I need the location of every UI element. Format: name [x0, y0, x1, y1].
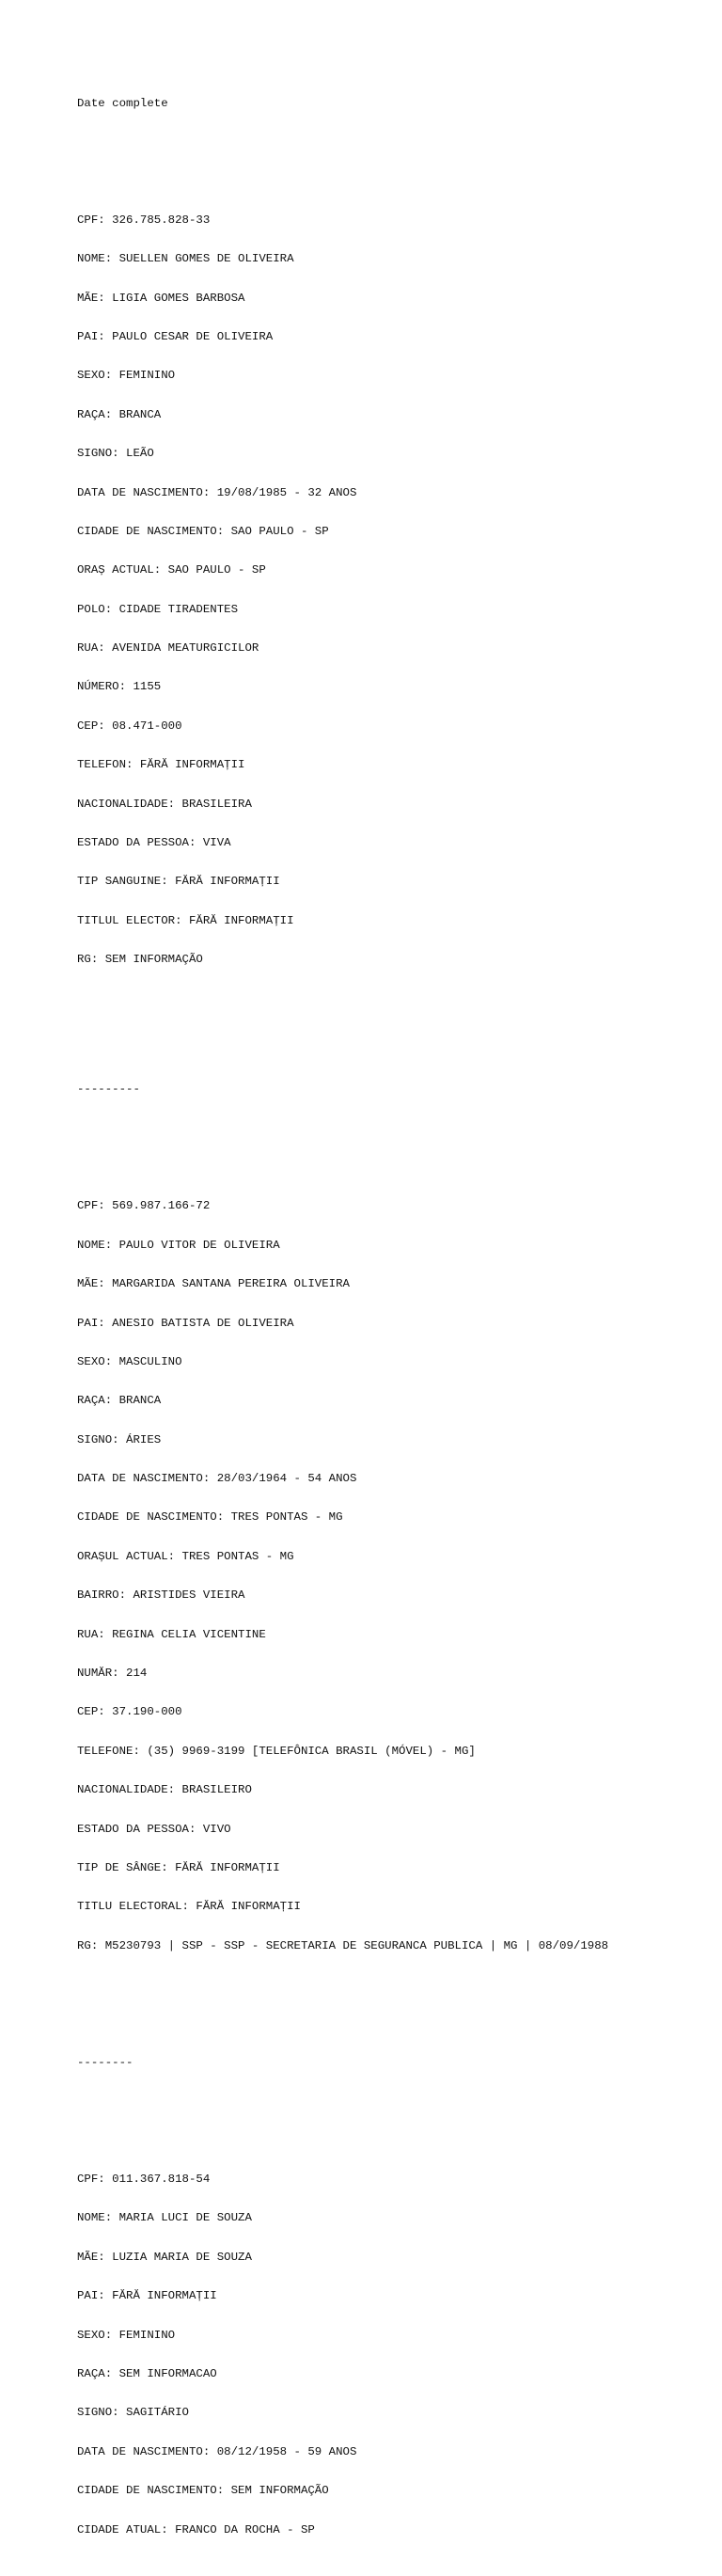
document-page	[77, 71, 698, 2576]
record-2-telefone: TELEFONE: (35) 9969-3199 [TELEFÔNICA BRASIL (MÓVEL) - MG]	[77, 1744, 476, 1758]
record-3-pai: PAI: FĂRĂ INFORMAȚII	[77, 2289, 217, 2303]
record-2-nacionalidade: NACIONALIDADE: BRASILEIRO	[77, 1783, 252, 1797]
record-2-cpf: CPF: 569.987.166-72	[77, 1199, 211, 1213]
record-3-nome: NOME: MARIA LUCI DE SOUZA	[77, 2211, 252, 2225]
record-1-signo: SIGNO: LEÃO	[77, 447, 154, 461]
record-2-nome: NOME: PAULO VITOR DE OLIVEIRA	[77, 1238, 280, 1252]
record-3-sexo: SEXO: FEMININO	[77, 2328, 176, 2342]
record-2-numar: NUMĂR: 214	[77, 1667, 148, 1681]
record-3-raca: RAÇA: SEM INFORMACAO	[77, 2367, 217, 2381]
record-1-telefon: TELEFON: FĂRĂ INFORMAȚII	[77, 758, 245, 772]
spacer	[77, 1123, 698, 1136]
spacer	[77, 1032, 698, 1058]
record-2-cep: CEP: 37.190-000	[77, 1705, 182, 1719]
record-3-data-nascimento: DATA DE NASCIMENTO: 08/12/1958 - 59 ANOS	[77, 2444, 357, 2458]
record-2-bairro: BAIRRO: ARISTIDES VIEIRA	[77, 1588, 245, 1603]
record-2-rg: RG: M5230793 | SSP - SSP - SECRETARIA DE SEGURANCA PUBLICA | MG | 08/09/1988	[77, 1938, 609, 1952]
record-1-rg: RG: SEM INFORMAÇÃO	[77, 953, 203, 967]
record-1-cidade-nascimento: CIDADE DE NASCIMENTO: SAO PAULO - SP	[77, 524, 329, 538]
record-1-oras-actual: ORAȘ ACTUAL: SAO PAULO - SP	[77, 563, 266, 577]
record-1-sexo: SEXO: FEMININO	[77, 369, 176, 383]
spacer	[77, 2018, 698, 2031]
record-1-titlul-elector: TITLUL ELECTOR: FĂRĂ INFORMAȚII	[77, 913, 294, 927]
separator-1: ---------	[77, 1083, 140, 1097]
record-1-cpf: CPF: 326.785.828-33	[77, 213, 211, 227]
record-3-signo: SIGNO: SAGITÁRIO	[77, 2406, 189, 2420]
record-1	[77, 188, 698, 992]
record-1-pai: PAI: PAULO CESAR DE OLIVEIRA	[77, 329, 274, 343]
separator-2: --------	[77, 2055, 133, 2069]
record-1-rua: RUA: AVENIDA MEATURGICILOR	[77, 641, 259, 656]
record-2-orasul-actual: ORAȘUL ACTUAL: TRES PONTAS - MG	[77, 1549, 294, 1563]
record-2-raca: RAÇA: BRANCA	[77, 1394, 162, 1408]
record-2-data-nascimento: DATA DE NASCIMENTO: 28/03/1964 - 54 ANOS	[77, 1472, 357, 1486]
record-2	[77, 1175, 698, 1979]
record-2-rua: RUA: REGINA CELIA VICENTINE	[77, 1627, 266, 1641]
record-1-estado-pessoa: ESTADO DA PESSOA: VIVA	[77, 836, 231, 850]
record-2-tip-de-sange: TIP DE SÂNGE: FĂRĂ INFORMAȚII	[77, 1860, 280, 1874]
record-1-polo: POLO: CIDADE TIRADENTES	[77, 602, 239, 616]
record-2-estado-pessoa: ESTADO DA PESSOA: VIVO	[77, 1822, 231, 1836]
document-heading: Date complete	[77, 96, 168, 110]
record-3-cidade-atual: CIDADE ATUAL: FRANCO DA ROCHA - SP	[77, 2522, 315, 2536]
record-1-cep: CEP: 08.471-000	[77, 719, 182, 733]
record-3	[77, 2148, 698, 2564]
record-1-nome: NOME: SUELLEN GOMES DE OLIVEIRA	[77, 252, 294, 266]
spacer	[77, 2095, 698, 2109]
record-3-cidade-nascimento: CIDADE DE NASCIMENTO: SEM INFORMAÇÃO	[77, 2484, 329, 2498]
record-2-pai: PAI: ANESIO BATISTA DE OLIVEIRA	[77, 1316, 294, 1330]
record-1-numero: NÚMERO: 1155	[77, 680, 162, 694]
record-2-titlu-electoral: TITLU ELECTORAL: FĂRĂ INFORMAȚII	[77, 1900, 301, 1914]
record-2-sexo: SEXO: MASCULINO	[77, 1354, 182, 1368]
record-3-cpf: CPF: 011.367.818-54	[77, 2173, 211, 2187]
record-3-mae: MÃE: LUZIA MARIA DE SOUZA	[77, 2250, 252, 2264]
record-1-raca: RAÇA: BRANCA	[77, 407, 162, 421]
record-2-signo: SIGNO: ÁRIES	[77, 1432, 162, 1446]
record-2-mae: MÃE: MARGARIDA SANTANA PEREIRA OLIVEIRA	[77, 1277, 350, 1291]
record-1-tip-sanguine: TIP SANGUINE: FĂRĂ INFORMAȚII	[77, 875, 280, 889]
record-1-nacionalidade: NACIONALIDADE: BRASILEIRA	[77, 797, 252, 811]
record-2-cidade-nascimento: CIDADE DE NASCIMENTO: TRES PONTAS - MG	[77, 1510, 343, 1525]
record-1-data-nascimento: DATA DE NASCIMENTO: 19/08/1985 - 32 ANOS	[77, 485, 357, 499]
record-1-mae: MÃE: LIGIA GOMES BARBOSA	[77, 291, 245, 305]
spacer	[77, 136, 698, 150]
